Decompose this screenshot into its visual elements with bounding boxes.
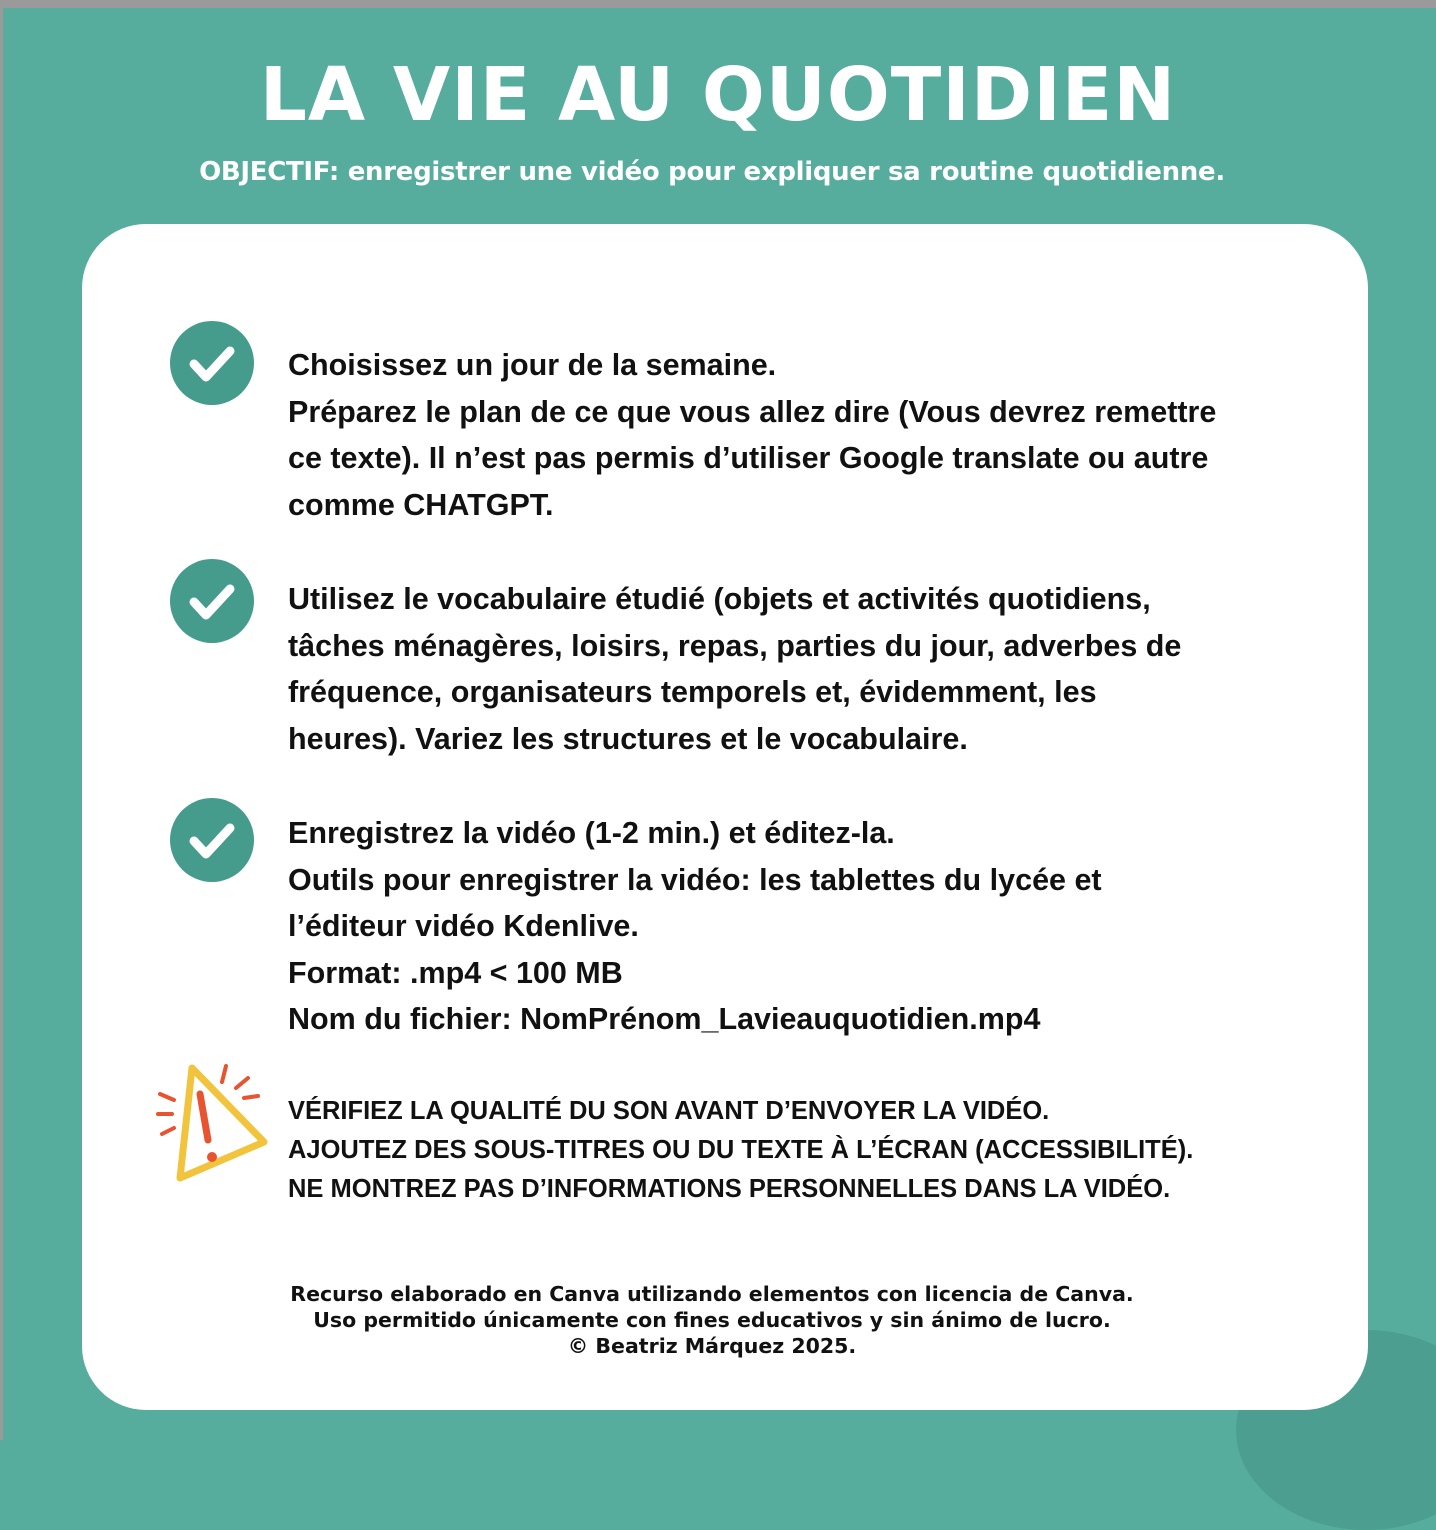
left-border	[0, 0, 3, 1440]
warning-line: NE MONTREZ PAS D’INFORMATIONS PERSONNELLES DANS LA VIDÉO.	[288, 1175, 1171, 1203]
check-icon	[170, 559, 254, 643]
warning-line: VÉRIFIEZ LA QUALITÉ DU SON AVANT D’ENVOYER LA VIDÉO.	[288, 1097, 1050, 1125]
step-line: l’éditeur vidéo Kdenlive.	[288, 909, 639, 943]
step-3-text	[288, 810, 1348, 1043]
step-line: Utilisez le vocabulaire étudié (objets et activités quotidiens,	[288, 582, 1151, 616]
objective-subtitle: OBJECTIF: enregistrer une vidéo pour expliquer sa routine quotidienne.	[199, 157, 1225, 187]
step-1-text	[288, 342, 1348, 528]
step-line: comme CHATGPT.	[288, 487, 554, 522]
top-border	[0, 0, 1436, 8]
step-line: Outils pour enregistrer la vidéo: les tablettes du lycée et	[288, 862, 1102, 897]
step-line: Nom du fichier: NomPrénom_Lavieauquotidien.mp4	[288, 1002, 1041, 1036]
step-line: heures). Variez les structures et le vocabulaire.	[288, 721, 968, 756]
warning-line: AJOUTEZ DES SOUS-TITRES OU DU TEXTE À L’ÉCRAN (ACCESSIBILITÉ).	[288, 1136, 1194, 1164]
warning-notes	[288, 1092, 1193, 1209]
credits-footer	[0, 1281, 1424, 1359]
footer-line: Uso permitido únicamente con fines educativos y sin ánimo de lucro.	[313, 1308, 1111, 1332]
step-line: fréquence, organisateurs temporels et, évidemment, les	[288, 675, 1097, 709]
step-line: Format: .mp4 < 100 MB	[288, 955, 623, 990]
step-line: tâches ménagères, loisirs, repas, parties du jour, adverbes de	[288, 628, 1182, 663]
step-line: Choisissez un jour de la semaine.	[288, 348, 777, 382]
page-title: LA VIE AU QUOTIDIEN	[259, 52, 1177, 138]
step-line: Préparez le plan de ce que vous allez dire (Vous devrez remettre	[288, 394, 1217, 429]
check-icon	[170, 321, 254, 405]
step-line: ce texte). Il n’est pas permis d’utiliser Google translate ou autre	[288, 441, 1209, 475]
warning-icon	[152, 1060, 272, 1195]
footer-line: Recurso elaborado en Canva utilizando elementos con licencia de Canva.	[290, 1282, 1134, 1306]
footer-line: © Beatriz Márquez 2025.	[567, 1334, 857, 1358]
step-line: Enregistrez la vidéo (1-2 min.) et éditez-la.	[288, 816, 895, 850]
check-icon	[170, 798, 254, 882]
step-2-text	[288, 576, 1348, 762]
